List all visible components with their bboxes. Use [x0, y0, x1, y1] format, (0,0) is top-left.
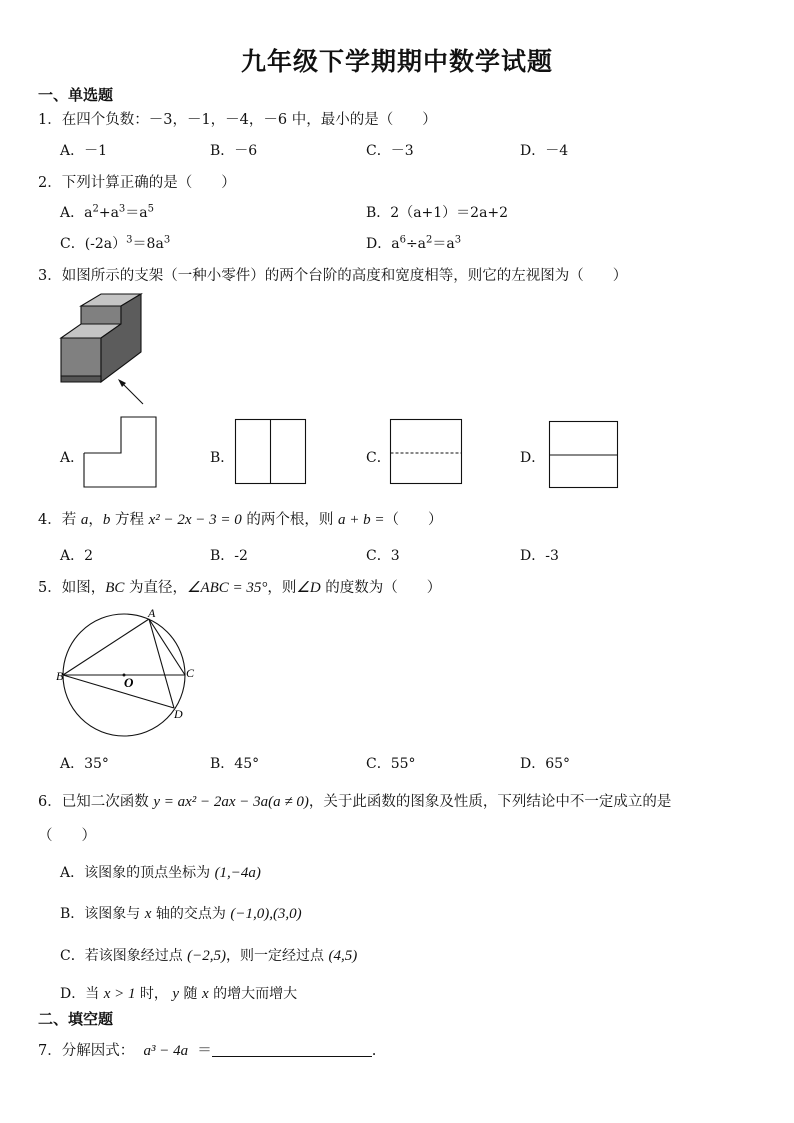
stem-text: ，关于此函数的图象及性质，下列结论中不一定成立的是	[308, 794, 672, 810]
option-text: B．该图象与	[60, 906, 145, 922]
answer-blank[interactable]	[212, 1042, 372, 1057]
math-expression: (1,−4a)	[214, 865, 261, 881]
question-1-stem: 1．在四个负数：－3，－1，－4，－6 中，最小的是（ ）	[38, 112, 437, 128]
option-text: ÷a	[405, 236, 427, 252]
question-4-option-a[interactable]: A．2	[60, 548, 94, 564]
math-expression: (−1,0),(3,0)	[230, 906, 302, 922]
stem-text: （ ）	[384, 512, 443, 528]
stem-text: 7．分解因式：	[38, 1043, 135, 1059]
math-var: b	[102, 512, 111, 528]
exponent: 3	[454, 234, 462, 246]
question-3-option-b-figure[interactable]	[235, 419, 307, 485]
question-6-option-a[interactable]	[60, 862, 261, 882]
point-label-a: A	[148, 606, 156, 620]
section-heading-fill-in: 二、填空题	[38, 1010, 114, 1028]
question-1-option-d[interactable]: D．－4	[520, 143, 569, 159]
question-1-option-c[interactable]: C．－3	[366, 143, 414, 159]
math-equation: x² − 2x − 3 = 0	[148, 512, 242, 528]
point-label-c: C	[186, 666, 195, 680]
stem-text: ＝	[197, 1043, 212, 1059]
question-5-stem	[38, 576, 441, 597]
option-text: ＝8a	[132, 236, 164, 252]
question-4-stem	[38, 508, 442, 529]
option-text: 的增大而增大	[208, 986, 298, 1002]
question-3-option-d[interactable]: D．	[520, 450, 546, 466]
exponent: 2	[92, 203, 99, 215]
exponent: 3	[163, 234, 171, 246]
option-text: A．该图象的顶点坐标为	[60, 865, 215, 881]
stem-text: .	[371, 1043, 377, 1059]
math-expression: (−2,5)	[187, 948, 227, 964]
math-function: y = ax² − 2ax − 3a(a ≠ 0)	[153, 794, 309, 810]
question-5-option-b[interactable]: B．45°	[210, 756, 260, 772]
option-text: C．(-2a）	[60, 236, 127, 252]
point-label-b: B	[56, 669, 64, 683]
question-7-stem	[38, 1039, 376, 1060]
exponent: 2	[426, 234, 433, 246]
option-text: 随	[179, 986, 202, 1002]
question-6-option-d[interactable]	[60, 983, 297, 1003]
question-2-option-c[interactable]	[60, 233, 170, 253]
question-3-option-a-figure[interactable]	[84, 417, 158, 489]
option-text: ，则一定经过点	[226, 948, 329, 964]
question-2-option-b[interactable]: B．2（a+1）＝2a+2	[366, 205, 509, 221]
question-5-option-a[interactable]: A．35°	[60, 756, 109, 772]
circle-geometry-figure	[56, 605, 206, 745]
math-var: a	[80, 512, 89, 528]
stem-text: 的度数为（ ）	[320, 580, 442, 596]
question-2-option-a[interactable]	[60, 202, 154, 222]
exponent: 6	[399, 234, 406, 246]
question-3-option-d-figure[interactable]	[549, 421, 619, 489]
stem-text: 的两个根，则	[241, 512, 338, 528]
option-text: 时，	[135, 986, 173, 1002]
question-4-option-d[interactable]: D．-3	[520, 548, 559, 564]
math-expression: a + b =	[337, 512, 385, 528]
option-text: 轴的交点为	[151, 906, 231, 922]
math-expression: ∠ABC = 35°	[187, 580, 268, 596]
option-text: C．若该图象经过点	[60, 948, 188, 964]
stem-text: 6．已知二次函数	[38, 794, 154, 810]
math-var: x	[201, 986, 209, 1002]
question-5-option-d[interactable]: D．65°	[520, 756, 571, 772]
question-6-option-b[interactable]	[60, 903, 302, 923]
math-expression: a³ − 4a	[143, 1043, 189, 1059]
question-5-option-c[interactable]: C．55°	[366, 756, 416, 772]
step-bracket-figure	[55, 296, 150, 408]
option-text: D．a	[366, 236, 400, 252]
question-6-stem	[38, 790, 671, 811]
question-1-option-b[interactable]: B．－6	[210, 143, 258, 159]
math-var: BC	[105, 580, 125, 596]
question-3-option-a[interactable]: A．	[60, 450, 85, 466]
section-heading-single-choice: 一、单选题	[38, 86, 114, 104]
math-var: x	[144, 906, 152, 922]
math-expression: (4,5)	[328, 948, 358, 964]
option-text: +a	[98, 205, 119, 221]
option-text: ＝a	[432, 236, 455, 252]
exponent: 5	[147, 203, 155, 215]
option-text: ＝a	[125, 205, 148, 221]
stem-text: ，则	[267, 580, 297, 596]
point-label-d: D	[174, 707, 183, 721]
question-1-option-a[interactable]: A．－1	[60, 143, 108, 159]
stem-text: 为直径，	[124, 580, 188, 596]
math-expression: x > 1	[103, 986, 136, 1002]
math-var: ∠D	[296, 580, 321, 596]
exponent: 3	[118, 203, 126, 215]
question-2-stem: 2．下列计算正确的是（ ）	[38, 175, 236, 191]
math-var: y	[172, 986, 180, 1002]
stem-text: 5．如图，	[38, 580, 106, 596]
question-3-stem: 3．如图所示的支架（一种小零件）的两个台阶的高度和宽度相等，则它的左视图为（ ）	[38, 268, 628, 284]
option-text: A．a	[60, 205, 93, 221]
stem-text: 4．若	[38, 512, 81, 528]
point-label-o: O	[124, 675, 134, 690]
option-text: D．当	[60, 986, 104, 1002]
exponent: 3	[126, 234, 133, 246]
page-title: 九年级下学期期中数学试题	[240, 47, 553, 76]
question-3-option-c[interactable]: C．	[366, 450, 391, 466]
question-6-option-c[interactable]	[60, 945, 357, 965]
stem-text: ，	[88, 512, 103, 528]
question-3-option-c-figure[interactable]	[390, 419, 463, 485]
stem-text: 方程	[110, 512, 149, 528]
question-4-option-b[interactable]: B．-2	[210, 548, 248, 564]
question-4-option-c[interactable]: C．3	[366, 548, 400, 564]
question-2-option-d[interactable]	[366, 233, 461, 253]
question-3-option-b[interactable]: B．	[210, 450, 235, 466]
question-6-paren: （ ）	[38, 828, 96, 844]
